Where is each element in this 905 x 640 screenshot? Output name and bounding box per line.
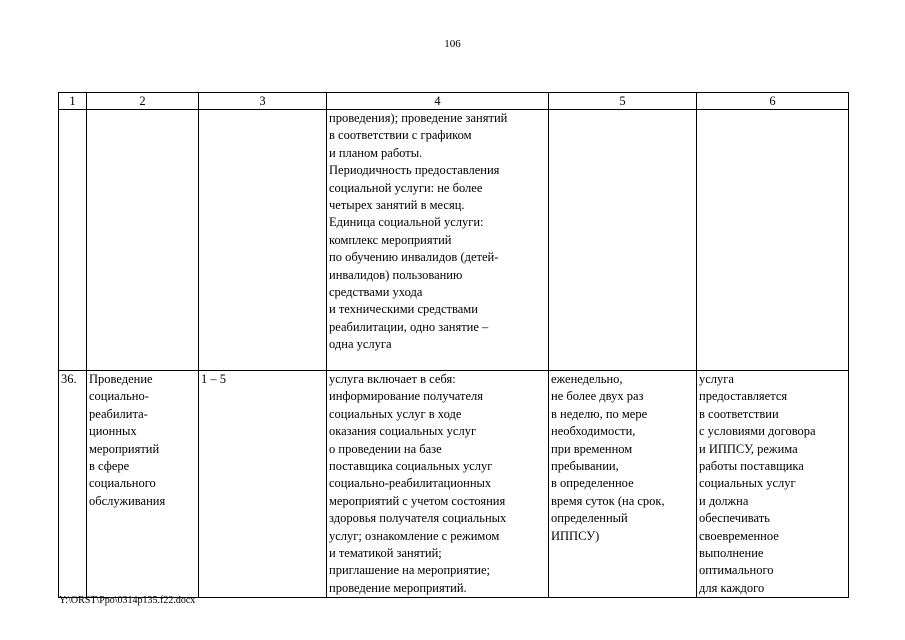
cell-text-line: проведения); проведение занятий — [329, 111, 508, 125]
continued-description-cell — [327, 110, 549, 371]
cell-text-line: ционных — [89, 424, 137, 439]
cell-empty-6 — [697, 110, 849, 371]
service-conditions-cell — [697, 371, 849, 598]
row-number-cell: 36. — [59, 371, 87, 598]
cell-text-line: обеспечивать — [699, 511, 770, 526]
cell-text-line: Проведение — [89, 372, 153, 386]
cell-text-line: при временном — [551, 441, 633, 456]
cell-text-line: средствами ухода — [329, 285, 423, 300]
cell-text-line: необходимости, — [551, 424, 636, 439]
cell-text-line: услуг; ознакомление с режимом — [329, 528, 500, 543]
header-cell-4: 4 — [327, 93, 549, 110]
header-cell-2: 2 — [87, 93, 199, 110]
table-row-36 — [59, 371, 849, 598]
cell-text-line: четырех занятий в месяц. — [329, 198, 465, 213]
cell-text-line: социальных услуг в ходе — [329, 406, 462, 421]
service-frequency-cell — [549, 371, 697, 598]
cell-text-line: Единица социальной услуги: — [329, 215, 484, 230]
cell-text-line: поставщика социальных услуг — [329, 459, 493, 474]
cell-text-line: информирование получателя — [329, 389, 483, 404]
cell-text-line: в определенное — [551, 476, 634, 491]
cell-empty-3 — [199, 110, 327, 371]
cell-text-line: социальных услуг — [699, 476, 796, 491]
header-cell-1: 1 — [59, 93, 87, 110]
cell-text-line: определенный — [551, 511, 628, 526]
cell-text-line: работы поставщика — [699, 459, 804, 474]
cell-text-line: в соответствии с графиком — [329, 128, 472, 143]
cell-text-line: еженедельно, — [551, 372, 623, 386]
cell-text-line: социально- — [89, 389, 149, 404]
cell-text-line: по обучению инвалидов (детей- — [329, 250, 499, 265]
cell-text-line: одна услуга — [329, 337, 392, 352]
cell-text-line: мероприятий с учетом состояния — [329, 493, 506, 508]
cell-text-line: социально-реабилитационных — [329, 476, 492, 491]
cell-text-line: своевременное — [699, 528, 779, 543]
cell-text-line: предоставляется — [699, 389, 788, 404]
cell-text-line: комплекс мероприятий — [329, 232, 452, 247]
service-name-cell — [87, 371, 199, 598]
cell-empty-1 — [59, 110, 87, 371]
cell-text-line: ИППСУ) — [551, 528, 600, 543]
cell-text-line: для каждого — [699, 580, 765, 595]
cell-text-line: выполнение — [699, 546, 764, 561]
cell-text-line: услуга включает в себя: — [329, 372, 456, 386]
header-cell-5: 5 — [549, 93, 697, 110]
cell-text-line: оптимального — [699, 563, 774, 578]
cell-text-line: в неделю, по мере — [551, 406, 648, 421]
cell-text-line: здоровья получателя социальных — [329, 511, 507, 526]
cell-text-line: социальной услуги: не более — [329, 180, 483, 195]
cell-text-line: с условиями договора — [699, 424, 816, 439]
header-cell-6: 6 — [697, 93, 849, 110]
cell-text-line: услуга — [699, 372, 734, 386]
cell-text-line: проведение мероприятий. — [329, 580, 467, 595]
cell-text-line: и планом работы. — [329, 145, 423, 160]
service-code-cell: 1 – 5 — [199, 371, 327, 598]
table-row-continued — [59, 110, 849, 371]
cell-text-line: мероприятий — [89, 441, 160, 456]
cell-text-line: время суток (на срок, — [551, 493, 665, 508]
cell-text-line: социального — [89, 476, 156, 491]
cell-text-line: реабилитации, одно занятие – — [329, 319, 489, 334]
page-number: 106 — [444, 38, 461, 50]
cell-text-line: инвалидов) пользованию — [329, 267, 463, 282]
service-description-cell — [327, 371, 549, 598]
cell-text-line: и ИППСУ, режима — [699, 441, 798, 456]
cell-text-line: и должна — [699, 493, 749, 508]
cell-empty-5 — [549, 110, 697, 371]
cell-text-line: о проведении на базе — [329, 441, 442, 456]
cell-text-line: пребывании, — [551, 459, 619, 474]
cell-text-line: реабилита- — [89, 406, 148, 421]
cell-text-line: в сфере — [89, 459, 130, 474]
cell-text-line: обслуживания — [89, 493, 166, 508]
services-table — [58, 92, 849, 598]
cell-text-line: в соответствии — [699, 406, 779, 421]
header-cell-3: 3 — [199, 93, 327, 110]
cell-text-line: не более двух раз — [551, 389, 644, 404]
footer-file-path: Y:\ORST\Ppo\0314p135.f22.docx — [59, 595, 196, 606]
cell-empty-2 — [87, 110, 199, 371]
cell-text-line: и тематикой занятий; — [329, 546, 442, 561]
cell-text-line: и техническими средствами — [329, 302, 478, 317]
header-row — [59, 93, 849, 110]
cell-text-line: приглашение на мероприятие; — [329, 563, 491, 578]
cell-text-line: оказания социальных услуг — [329, 424, 477, 439]
cell-text-line: Периодичность предоставления — [329, 163, 500, 178]
